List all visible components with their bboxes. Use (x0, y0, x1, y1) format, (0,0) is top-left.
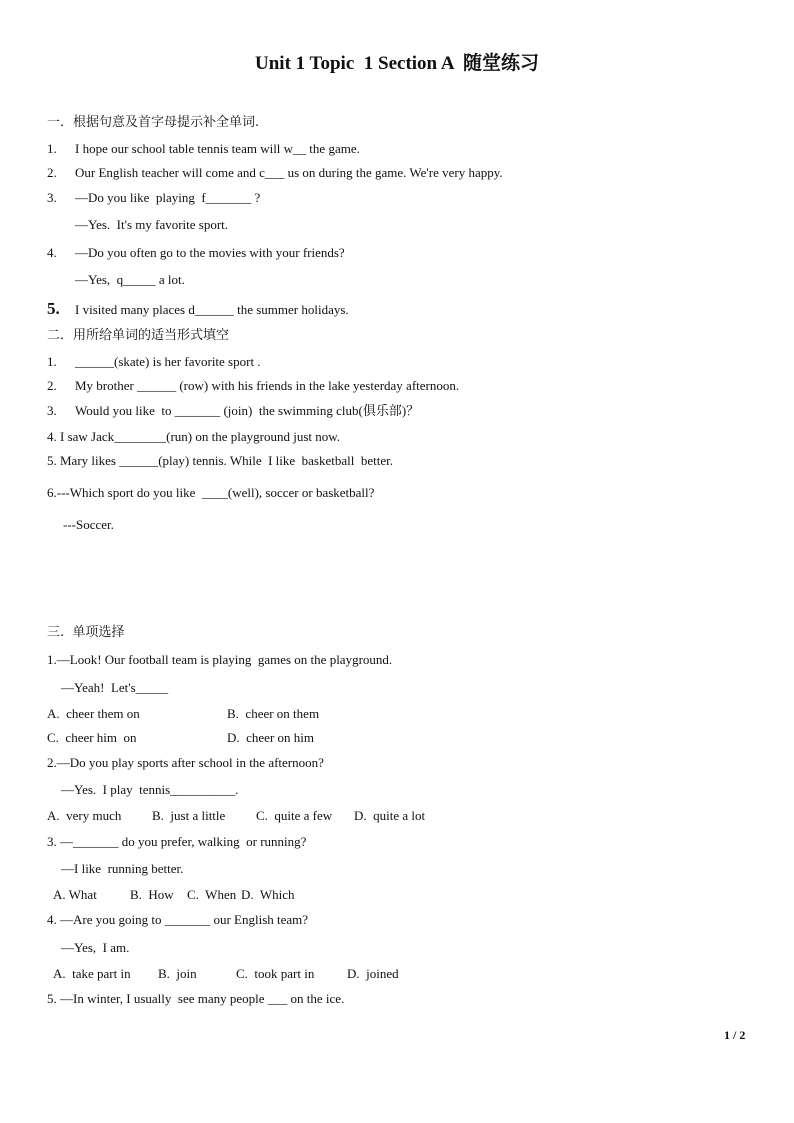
s1-item5-num: 5. (47, 299, 60, 318)
s3-q4-option-a: A. take part in (53, 966, 131, 981)
s3-q2-option-a: A. very much (47, 808, 122, 823)
s3-q3: 3. —_______ do you prefer, walking or running? (47, 834, 307, 849)
s3-q5: 5. —In winter, I usually see many people ___ on the ice. (47, 991, 345, 1006)
s1-item5-text: I visited many places d______ the summer holidays. (75, 302, 349, 317)
s3-q1-option-d: D. cheer on him (227, 730, 315, 745)
s3-q3-reply: —I like running better. (61, 861, 184, 876)
s3-q3-option-d: D. Which (241, 887, 295, 902)
page-title: Unit 1 Topic 1 Section A 随堂练习 (255, 53, 539, 74)
s1-item4-text: —Do you often go to the movies with your friends? (75, 245, 345, 260)
s3-q4: 4. —Are you going to _______ our English team? (47, 912, 309, 927)
s3-q1-option-a: A. cheer them on (47, 706, 140, 721)
s2-item6: 6.---Which sport do you like ____(well), soccer or basketball? (47, 485, 375, 500)
s3-q4-option-b: B. join (158, 966, 197, 981)
s3-q1-option-c: C. cheer him on (47, 730, 137, 745)
s2-item2-num: 2. (47, 378, 57, 393)
s2-item6-answer: ---Soccer. (63, 517, 114, 532)
page-number: 1 / 2 (724, 1028, 746, 1042)
s1-item1-text: I hope our school table tennis team will w__ the game. (75, 141, 360, 156)
s3-q4-option-d: D. joined (347, 966, 399, 981)
s2-item3-num: 3. (47, 403, 57, 418)
s3-q3-option-b: B. How (130, 887, 174, 902)
s2-item2-text: My brother ______ (row) with his friends in the lake yesterday afternoon. (75, 378, 460, 393)
s3-q1-reply: —Yeah! Let's_____ (61, 680, 169, 695)
s1-item3-answer: —Yes. It's my favorite sport. (75, 217, 229, 232)
s3-q2-reply: —Yes. I play tennis__________. (61, 782, 239, 797)
s3-q2-option-c: C. quite a few (256, 808, 333, 823)
s1-item3-text: —Do you like playing f_______ ? (75, 190, 261, 205)
section1-heading: 一．根据句意及首字母提示补全单词. (47, 115, 260, 130)
section3-heading: 三. 单项选择 (47, 625, 125, 640)
s3-q3-option-a: A. What (53, 887, 97, 902)
s3-q2-option-d: D. quite a lot (354, 808, 426, 823)
s2-item1-num: 1. (47, 354, 57, 369)
s2-item5: 5. Mary likes ______(play) tennis. While I like basketball better. (47, 453, 393, 468)
s3-q2-option-b: B. just a little (152, 808, 226, 823)
s1-item3-num: 3. (47, 190, 57, 205)
s1-item4-num: 4. (47, 245, 57, 260)
s3-q1-option-b: B. cheer on them (227, 706, 320, 721)
s1-item4-answer: —Yes, q_____ a lot. (75, 272, 185, 287)
s3-q1: 1.—Look! Our football team is playing games on the playground. (47, 652, 393, 667)
s3-q4-reply: —Yes, I am. (61, 940, 130, 955)
s3-q4-option-c: C. took part in (236, 966, 315, 981)
s1-item2-text: Our English teacher will come and c___ us on during the game. We're very happy. (75, 165, 503, 180)
section2-heading: 二．用所给单词的适当形式填空 (47, 328, 230, 343)
s2-item4: 4. I saw Jack________(run) on the playground just now. (47, 429, 341, 444)
s1-item2-num: 2. (47, 165, 57, 180)
s3-q3-option-c: C. When (187, 887, 237, 902)
s3-q2: 2.—Do you play sports after school in the afternoon? (47, 755, 324, 770)
s1-item1-num: 1. (47, 141, 57, 156)
s2-item1-text: ______(skate) is her favorite sport . (75, 354, 261, 369)
s2-item3-text: Would you like to _______ (join) the swimming club(俱乐部)？ (75, 403, 420, 418)
